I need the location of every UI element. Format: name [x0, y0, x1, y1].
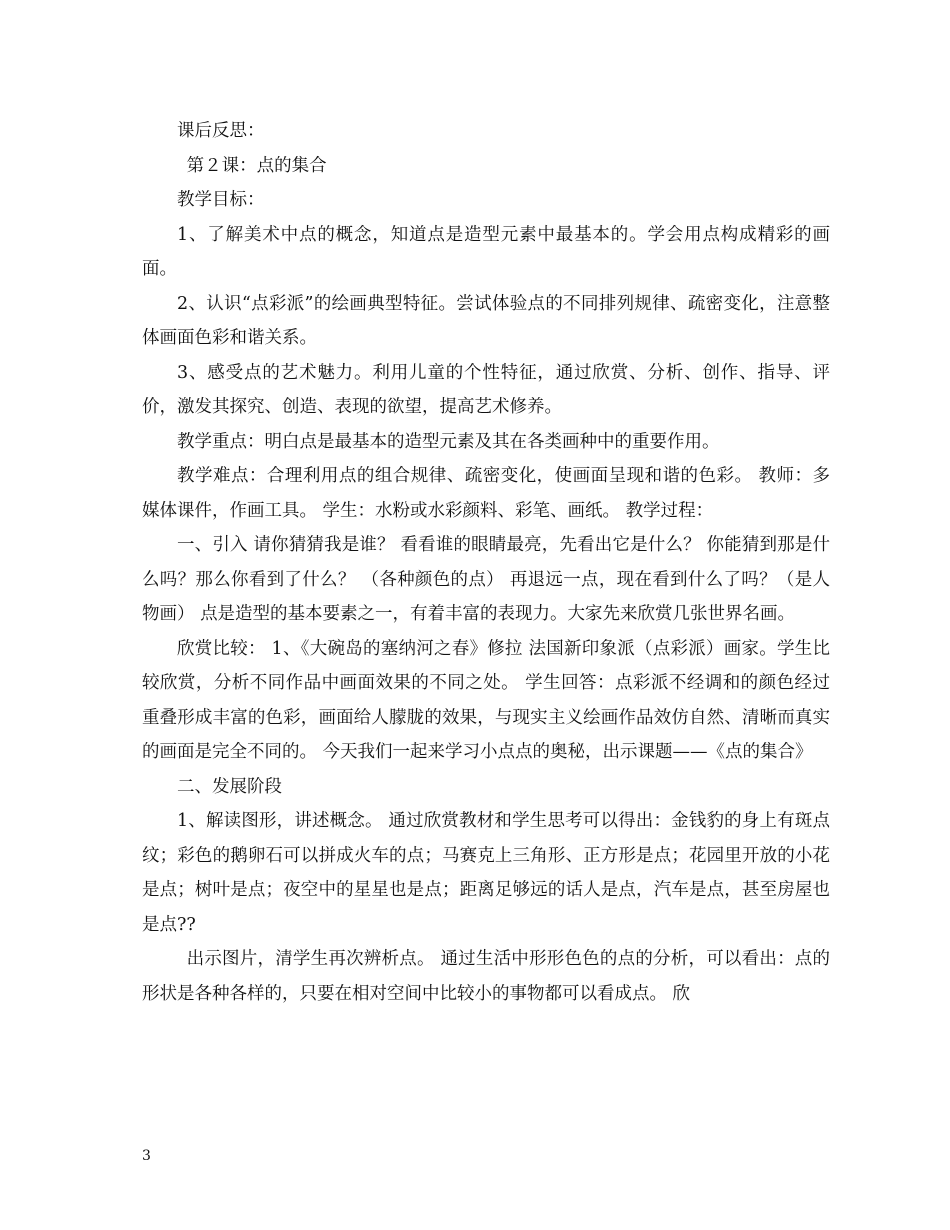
paragraph-objective-3: 3、感受点的艺术魅力。利用儿童的个性特征，通过欣赏、分析、创作、指导、评价，激发其探究、创造、表现的欲望，提高艺术修养。 [142, 362, 830, 417]
paragraph-reflection-heading: 课后反思： [177, 121, 265, 141]
body-text [142, 114, 830, 1011]
paragraph-show-pictures: 出示图片，清学生再次辨析点。 通过生活中形形色色的点的分析，可以看出：点的形状是各种各样的，只要在相对空间中比较小的事物都可以看成点。 欣 [142, 949, 830, 1004]
paragraph-appreciation: 欣赏比较： 1、《大碗岛的塞纳河之春》修拉 法国新印象派（点彩派）画家。学生比较欣赏，分析不同作品中画面效果的不同之处。 学生回答：点彩派不经调和的颜色经过重叠形成丰富的色彩，画面给人朦胧的效果，与现实主义绘画作品效仿自然、清晰而真实的画面是完全不同的。 今天我们一起来学习小点点的奥秘，出示课题——《点的集合》 [142, 638, 830, 762]
page-number: 3 [142, 1148, 151, 1164]
paragraph-key-point: 教学重点：明白点是最基本的造型元素及其在各类画种中的重要作用。 [177, 431, 720, 452]
paragraph-introduction: 一、引入 请你猜猜我是谁？ 看看谁的眼睛最亮，先看出它是什么？ 你能猜到那是什么吗？那么你看到了什么？ （各种颜色的点） 再退远一点，现在看到什么了吗？（是人物画） 点是造型的基本要素之一，有着丰富的表现力。大家先来欣赏几张世界名画。 [142, 535, 830, 624]
lesson-title: 第２课：点的集合 [186, 155, 327, 176]
paragraph-objectives-heading: 教学目标： [177, 190, 265, 210]
paragraph-difficulty: 教学难点：合理利用点的组合规律、疏密变化，使画面呈现和谐的色彩。 教师：多媒体课件，作画工具。 学生：水粉或水彩颜料、彩笔、画纸。 教学过程： [142, 466, 830, 521]
paragraph-development-heading: 二、发展阶段 [177, 776, 282, 797]
paragraph-concept: 1、解读图形，讲述概念。 通过欣赏教材和学生思考可以得出：金钱豹的身上有斑点纹；彩色的鹅卵石可以拼成火车的点；马赛克上三角形、正方形是点；花园里开放的小花是点；树叶是点；夜空中的星星也是点；距离足够远的话人是点，汽车是点，甚至房屋也是点?? [142, 811, 830, 935]
paragraph-objective-2: 2、认识“点彩派”的绘画典型特征。尝试体验点的不同排列规律、疏密变化，注意整 体画面色彩和谐关系。 [142, 293, 830, 348]
paragraph-objective-1: 1、了解美术中点的概念，知道点是造型元素中最基本的。学会用点构成精彩的画面。 [142, 224, 830, 279]
